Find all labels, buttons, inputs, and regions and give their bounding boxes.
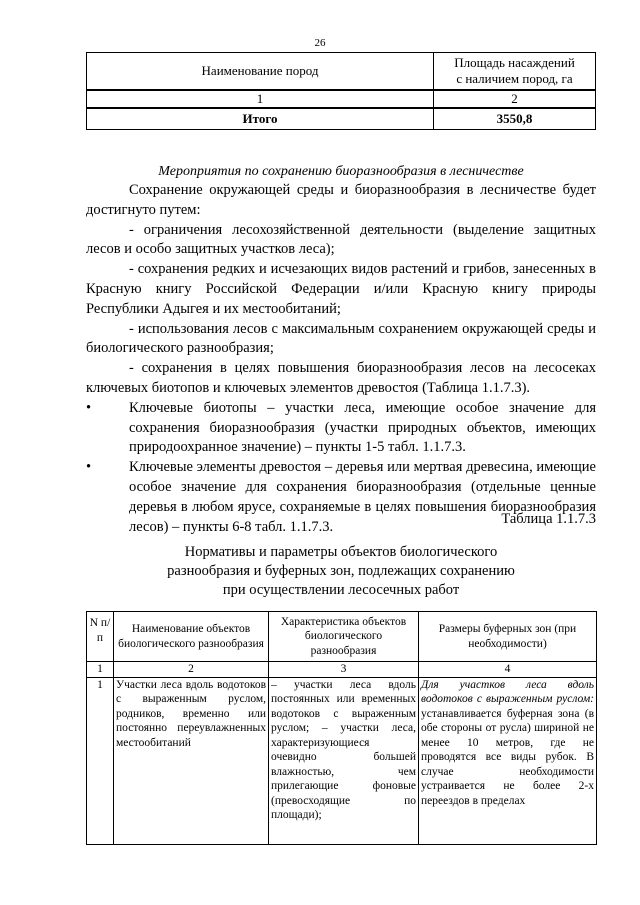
total-value: 3550,8 — [434, 108, 596, 130]
intro-paragraph: Сохранение окружающей среды и биоразнообразия в лесничестве будет достигнуто путем: — [86, 182, 596, 218]
header-buffer-zone: Размеры буферных зон (при необходимости) — [419, 612, 597, 662]
body-text — [86, 181, 596, 537]
row-object-characteristics: – участки леса вдоль постоянных или временных водотоков с выраженным руслом; – участки леса, характеризующиеся очевидно большей влажностью, чем прилегающие фоновые (превосходящие по площади); — [269, 677, 419, 844]
measure-item: - сохранения в целях повышения биоразнообразия лесов на лесосеках ключевых биотопов и ключевых элементов древостоя (Таблица 1.1.7.3). — [86, 360, 596, 396]
buffer-zone-condition: Для участков леса вдоль водотоков с выраженным руслом: — [421, 678, 594, 705]
bullet-marker: • — [86, 459, 92, 476]
row-object-name: Участки леса вдоль водотоков с выраженным руслом, родников, временно или постоянно переувлажненных местообитаний — [114, 677, 269, 844]
header-number: N п/п — [87, 612, 114, 662]
table-title-line: разнообразия и буферных зон, подлежащих сохранению — [167, 563, 515, 579]
page-number: 26 — [314, 37, 326, 49]
measure-item: - ограничения лесохозяйственной деятельности (выделение защитных лесов и особо защитных участков леса); — [86, 221, 596, 258]
col-header-species: Наименование пород — [87, 53, 434, 91]
measure-item: - сохранения редких и исчезающих видов растений и грибов, занесенных в Красную книгу Российской Федерации и/или Красную книгу природы Республики Адыгея и их местообитаний; — [86, 261, 596, 317]
table-title — [86, 543, 596, 600]
column-number-2: 2 — [434, 90, 596, 108]
species-area-table — [86, 52, 596, 130]
total-label: Итого — [87, 108, 434, 130]
bullet-text: Ключевые элементы древостоя – деревья или мертвая древесина, имеющие особое значение для сохранения биоразнообразия (отдельные ценные деревья в любом ярусе, сохраняемые в целях повышения биоразнообразия лесов) – пункты 6-8 табл. 1.1.7.3. — [129, 459, 596, 535]
bullet-text: Ключевые биотопы – участки леса, имеющие особое значение для сохранения биоразнообразия (участки природных объектов, имеющих природоохранное значение) – пункты 1-5 табл. 1.1.7.3. — [129, 399, 596, 456]
section-heading: Мероприятия по сохранению биоразнообразия в лесничестве — [158, 164, 524, 179]
column-number-1: 1 — [87, 90, 434, 108]
bullet-marker: • — [86, 399, 92, 416]
row-number: 1 — [87, 677, 114, 844]
buffer-zone-text: устанавливается буферная зона (в обе стороны от русла) шириной не менее 10 метров, где не проводятся все виды рубок. В случае необходимости устраивается не более 2-х переездов в пределах — [421, 707, 594, 807]
bullet-item — [86, 399, 596, 458]
column-number: 2 — [114, 662, 269, 678]
col-header-area-line2: с наличием пород, га — [456, 71, 573, 86]
column-number: 3 — [269, 662, 419, 678]
table-title-line: Нормативы и параметры объектов биологического — [184, 544, 498, 560]
row-buffer-zone — [419, 677, 597, 844]
header-object-name: Наименование объектов биологического разнообразия — [114, 612, 269, 662]
col-header-area-line1: Площадь насаждений — [454, 55, 575, 70]
table-caption: Таблица 1.1.7.3 — [501, 511, 596, 527]
column-number: 4 — [419, 662, 597, 678]
header-object-characteristics: Характеристика объектов биологического разнообразия — [269, 612, 419, 662]
table-title-line: при осуществлении лесосечных работ — [222, 582, 460, 598]
measure-item: - использования лесов с максимальным сохранением окружающей среды и биологического разнообразия; — [86, 320, 596, 357]
column-number: 1 — [87, 662, 114, 678]
col-header-area — [434, 53, 596, 91]
biodiversity-norms-table — [86, 611, 597, 845]
